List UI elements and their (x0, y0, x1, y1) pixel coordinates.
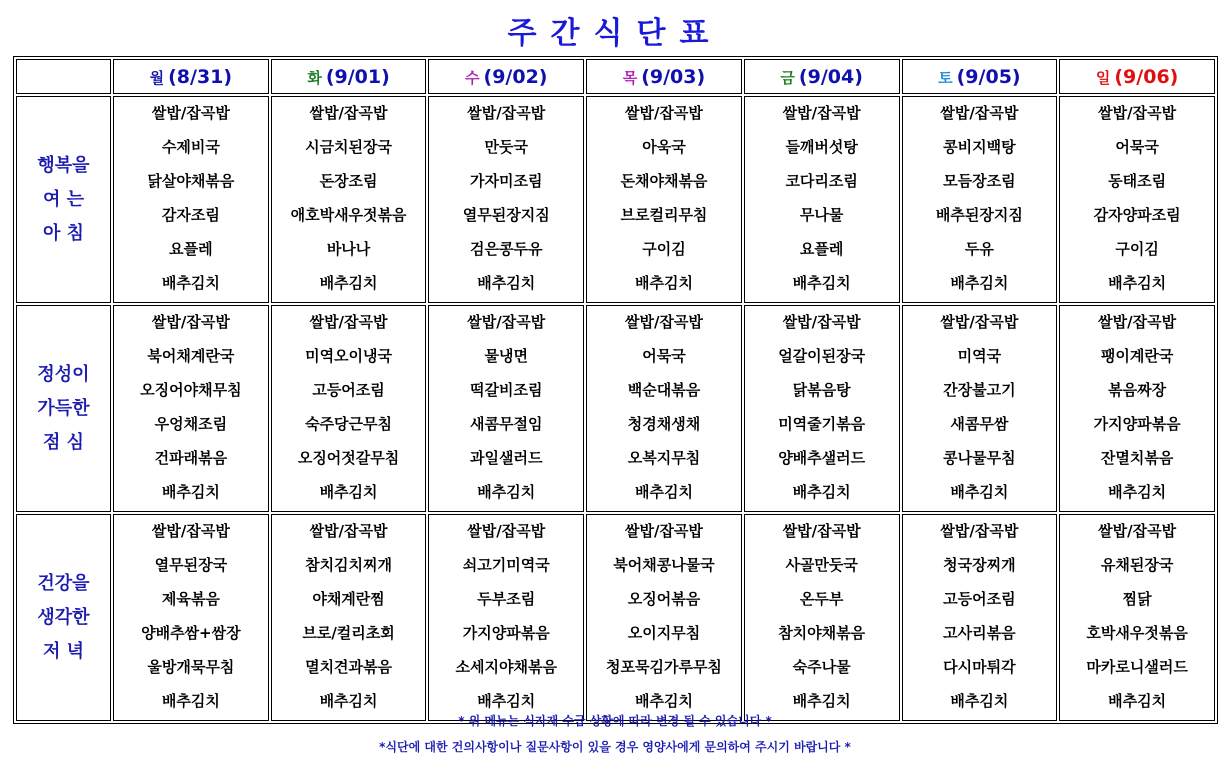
menu-item: 백순대볶음 (627, 381, 701, 399)
menu-item: 배추김치 (792, 483, 851, 501)
menu-item: 양배추샐러드 (778, 449, 866, 467)
menu-cell-dinner-thu (586, 514, 742, 721)
menu-item: 브로컬리무침 (620, 206, 708, 224)
menu-item: 쌀밥/잡곡밥 (309, 104, 388, 122)
menu-cell-dinner-tue (271, 514, 427, 721)
menu-item: 쌀밥/잡곡밥 (782, 104, 861, 122)
menu-item: 참치김치찌개 (305, 556, 393, 574)
menu-item: 쌀밥/잡곡밥 (624, 313, 703, 331)
menu-item: 쌀밥/잡곡밥 (782, 313, 861, 331)
menu-item: 돈채야채볶음 (620, 172, 708, 190)
meal-label-line: 정성이 (37, 363, 90, 385)
day-date: (9/06) (1114, 65, 1179, 88)
menu-item: 양배추쌈+쌈장 (141, 624, 241, 642)
menu-cell-breakfast-tue (271, 96, 427, 303)
menu-cell-lunch-sat (902, 305, 1058, 512)
menu-item: 요플레 (799, 240, 844, 258)
menu-item: 검은콩두유 (470, 240, 543, 258)
menu-cell-breakfast-sun (1059, 96, 1215, 303)
menu-item: 닭볶음탕 (792, 381, 851, 399)
meal-label-line: 생각한 (37, 606, 90, 628)
menu-cell-breakfast-sat (902, 96, 1058, 303)
menu-item: 쌀밥/잡곡밥 (782, 522, 861, 540)
menu-item: 시금치된장국 (305, 138, 393, 156)
menu-item: 볶음짜장 (1108, 381, 1167, 399)
meal-label-lunch (16, 305, 111, 512)
menu-cell-lunch-fri (744, 305, 900, 512)
day-header-wed (428, 59, 584, 94)
day-date: (8/31) (168, 65, 233, 88)
menu-item: 유채된장국 (1100, 556, 1174, 574)
menu-item: 쌀밥/잡곡밥 (624, 522, 703, 540)
menu-item: 쌀밥/잡곡밥 (309, 313, 388, 331)
header-row (16, 59, 1215, 94)
day-name: 월 (149, 68, 165, 87)
menu-item: 배추김치 (319, 483, 378, 501)
menu-item: 팽이계란국 (1100, 347, 1174, 365)
menu-item: 바나나 (326, 240, 371, 258)
menu-item: 우엉채조림 (154, 415, 228, 433)
day-name: 목 (622, 68, 638, 87)
day-header-tue (271, 59, 427, 94)
meal-label-line: 저 녁 (42, 640, 85, 662)
menu-item: 마카로니샐러드 (1086, 658, 1188, 676)
menu-item: 소세지야채볶음 (455, 658, 557, 676)
menu-item: 쌀밥/잡곡밥 (151, 104, 230, 122)
menu-item: 오징어야채무침 (140, 381, 242, 399)
page-title: 주간식단표 (507, 16, 723, 51)
menu-cell-lunch-thu (586, 305, 742, 512)
menu-item: 배추김치 (161, 692, 220, 710)
day-name: 금 (780, 68, 795, 87)
menu-item: 오징어볶음 (627, 590, 701, 608)
menu-item: 오징어젓갈무침 (297, 449, 400, 467)
meal-label-line: 점 심 (42, 431, 85, 453)
menu-item: 동태조림 (1108, 172, 1167, 190)
menu-item: 배추김치 (161, 483, 220, 501)
meal-label-line: 아 침 (42, 222, 85, 244)
menu-cell-breakfast-mon (113, 96, 269, 303)
menu-item: 콩비지백탕 (943, 138, 1016, 156)
menu-item: 두유 (964, 240, 994, 258)
menu-item: 고등어조림 (943, 590, 1016, 608)
menu-item: 쌀밥/잡곡밥 (940, 104, 1019, 122)
menu-item: 사골만둣국 (785, 556, 858, 574)
menu-item: 배추김치 (1108, 274, 1167, 292)
note-menu-change: * 위 메뉴는 식자재 수급 상황에 따라 변경 될 수 있습니다 * (458, 714, 772, 728)
menu-item: 배추김치 (950, 692, 1009, 710)
menu-item: 배추김치 (950, 274, 1009, 292)
menu-item: 온두부 (799, 590, 844, 608)
menu-cell-lunch-tue (271, 305, 427, 512)
menu-item: 배추김치 (950, 483, 1009, 501)
menu-item: 두부조림 (477, 590, 536, 608)
menu-item: 구이김 (642, 240, 686, 258)
day-name: 토 (938, 68, 953, 87)
day-name: 수 (465, 68, 480, 87)
menu-item: 배추김치 (1108, 692, 1167, 710)
menu-item: 애호박새우젓볶음 (290, 206, 407, 224)
day-date: (9/04) (798, 65, 863, 88)
menu-item: 청경채생채 (627, 415, 701, 433)
menu-item: 오복지무침 (627, 449, 701, 467)
menu-item: 쌀밥/잡곡밥 (940, 313, 1019, 331)
menu-item: 과일샐러드 (470, 449, 543, 467)
menu-item: 미역국 (957, 347, 1002, 365)
menu-item: 쌀밥/잡곡밥 (467, 522, 546, 540)
menu-item: 쌀밥/잡곡밥 (151, 522, 230, 540)
menu-item: 청국장찌개 (943, 556, 1016, 574)
menu-item: 새콤무쌈 (950, 415, 1009, 433)
menu-item: 배추김치 (319, 692, 378, 710)
menu-item: 콩나물무침 (943, 449, 1016, 467)
menu-item: 쌀밥/잡곡밥 (467, 313, 546, 331)
day-header-sun (1059, 59, 1215, 94)
menu-item: 미역줄기볶음 (778, 415, 866, 433)
menu-item: 배추김치 (634, 483, 693, 501)
meal-label-line: 여 는 (42, 188, 85, 210)
corner-cell (16, 59, 111, 94)
day-header-fri (744, 59, 900, 94)
menu-item: 쌀밥/잡곡밥 (1098, 313, 1177, 331)
day-date: (9/01) (325, 65, 390, 88)
menu-item: 쇠고기미역국 (462, 556, 550, 574)
menu-item: 미역오이냉국 (305, 347, 393, 365)
day-header-mon (113, 59, 269, 94)
menu-item: 북어채콩나물국 (613, 556, 715, 574)
menu-item: 고등어조림 (312, 381, 385, 399)
meal-label-line: 행복을 (37, 154, 90, 176)
day-name: 화 (307, 68, 322, 87)
menu-item: 찜닭 (1122, 590, 1152, 608)
day-header-sat (902, 59, 1058, 94)
menu-item: 가지양파볶음 (1093, 415, 1181, 433)
meal-label-dinner (16, 514, 111, 721)
menu-cell-lunch-mon (113, 305, 269, 512)
menu-item: 건파래볶음 (154, 449, 228, 467)
day-date: (9/03) (641, 65, 706, 88)
menu-item: 배추김치 (634, 692, 693, 710)
menu-item: 배추김치 (161, 274, 220, 292)
menu-item: 야채계란찜 (312, 590, 385, 608)
menu-cell-dinner-sat (902, 514, 1058, 721)
day-name: 일 (1095, 68, 1111, 87)
meal-label-line: 가득한 (37, 397, 90, 419)
menu-item: 쌀밥/잡곡밥 (151, 313, 230, 331)
menu-item: 참치야채볶음 (778, 624, 866, 642)
menu-item: 돈장조림 (319, 172, 378, 190)
day-date: (9/05) (956, 65, 1021, 88)
menu-item: 코다리조림 (785, 172, 858, 190)
weekly-menu-table (13, 56, 1218, 724)
menu-item: 닭살야채볶음 (147, 172, 235, 190)
menu-item: 북어채계란국 (147, 347, 235, 365)
menu-item: 오이지무침 (627, 624, 701, 642)
menu-cell-lunch-wed (428, 305, 584, 512)
menu-item: 모듬장조림 (943, 172, 1016, 190)
menu-item: 감자조림 (161, 206, 220, 224)
meal-label-breakfast (16, 96, 111, 303)
menu-item: 요플레 (169, 240, 213, 258)
note-contact-dietitian: *식단에 대한 건의사항이나 질문사항이 있을 경우 영양사에게 문의하여 주시기 바랍니다 * (379, 740, 851, 754)
menu-item: 다시마튀각 (943, 658, 1016, 676)
menu-cell-breakfast-wed (428, 96, 584, 303)
menu-cell-dinner-mon (113, 514, 269, 721)
menu-item: 얼갈이된장국 (778, 347, 866, 365)
menu-item: 배추김치 (319, 274, 378, 292)
menu-item: 어묵국 (1115, 138, 1159, 156)
menu-item: 떡갈비조림 (470, 381, 543, 399)
menu-item: 쌀밥/잡곡밥 (467, 104, 546, 122)
menu-item: 배추김치 (477, 692, 536, 710)
meal-label-line: 건강을 (37, 572, 90, 594)
menu-item: 어묵국 (642, 347, 686, 365)
menu-item: 배추김치 (477, 274, 536, 292)
menu-item: 열무된장국 (154, 556, 228, 574)
menu-item: 쌀밥/잡곡밥 (1098, 522, 1177, 540)
menu-item: 아욱국 (642, 138, 686, 156)
meal-row-breakfast (16, 96, 1215, 303)
menu-item: 잔멸치볶음 (1100, 449, 1174, 467)
menu-item: 숙주나물 (792, 658, 851, 676)
menu-item: 열무된장지짐 (462, 206, 550, 224)
menu-item: 울방개묵무침 (147, 658, 235, 676)
day-header-thu (586, 59, 742, 94)
menu-item: 감자양파조림 (1093, 206, 1181, 224)
menu-cell-breakfast-fri (744, 96, 900, 303)
menu-item: 배추김치 (792, 274, 851, 292)
menu-item: 쌀밥/잡곡밥 (940, 522, 1019, 540)
menu-item: 무나물 (799, 206, 844, 224)
menu-item: 배추김치 (634, 274, 693, 292)
menu-item: 수제비국 (161, 138, 220, 156)
menu-item: 물냉면 (484, 347, 528, 365)
menu-item: 쌀밥/잡곡밥 (624, 104, 703, 122)
menu-item: 배추김치 (792, 692, 851, 710)
menu-item: 배추김치 (1108, 483, 1167, 501)
menu-item: 청포묵김가루무침 (606, 658, 722, 676)
menu-cell-dinner-sun (1059, 514, 1215, 721)
meal-row-dinner (16, 514, 1215, 721)
menu-cell-lunch-sun (1059, 305, 1215, 512)
menu-item: 만둣국 (484, 138, 528, 156)
menu-item: 배추된장지짐 (935, 206, 1023, 224)
menu-cell-dinner-wed (428, 514, 584, 721)
menu-item: 브로/컬리초회 (302, 624, 395, 642)
day-date: (9/02) (483, 65, 548, 88)
menu-item: 숙주당근무침 (305, 415, 393, 433)
menu-item: 배추김치 (477, 483, 536, 501)
menu-item: 쌀밥/잡곡밥 (1098, 104, 1177, 122)
menu-item: 고사리볶음 (943, 624, 1016, 642)
menu-item: 호박새우젓볶음 (1086, 624, 1188, 642)
menu-item: 구이김 (1115, 240, 1159, 258)
menu-cell-dinner-fri (744, 514, 900, 721)
meal-row-lunch (16, 305, 1215, 512)
menu-cell-breakfast-thu (586, 96, 742, 303)
menu-item: 들깨버섯탕 (785, 138, 858, 156)
menu-item: 간장불고기 (943, 381, 1016, 399)
menu-item: 제육볶음 (161, 590, 220, 608)
menu-item: 새콤무절임 (470, 415, 543, 433)
menu-item: 가자미조림 (470, 172, 543, 190)
menu-item: 쌀밥/잡곡밥 (309, 522, 388, 540)
menu-item: 멸치견과볶음 (305, 658, 393, 676)
menu-item: 가지양파볶음 (462, 624, 550, 642)
